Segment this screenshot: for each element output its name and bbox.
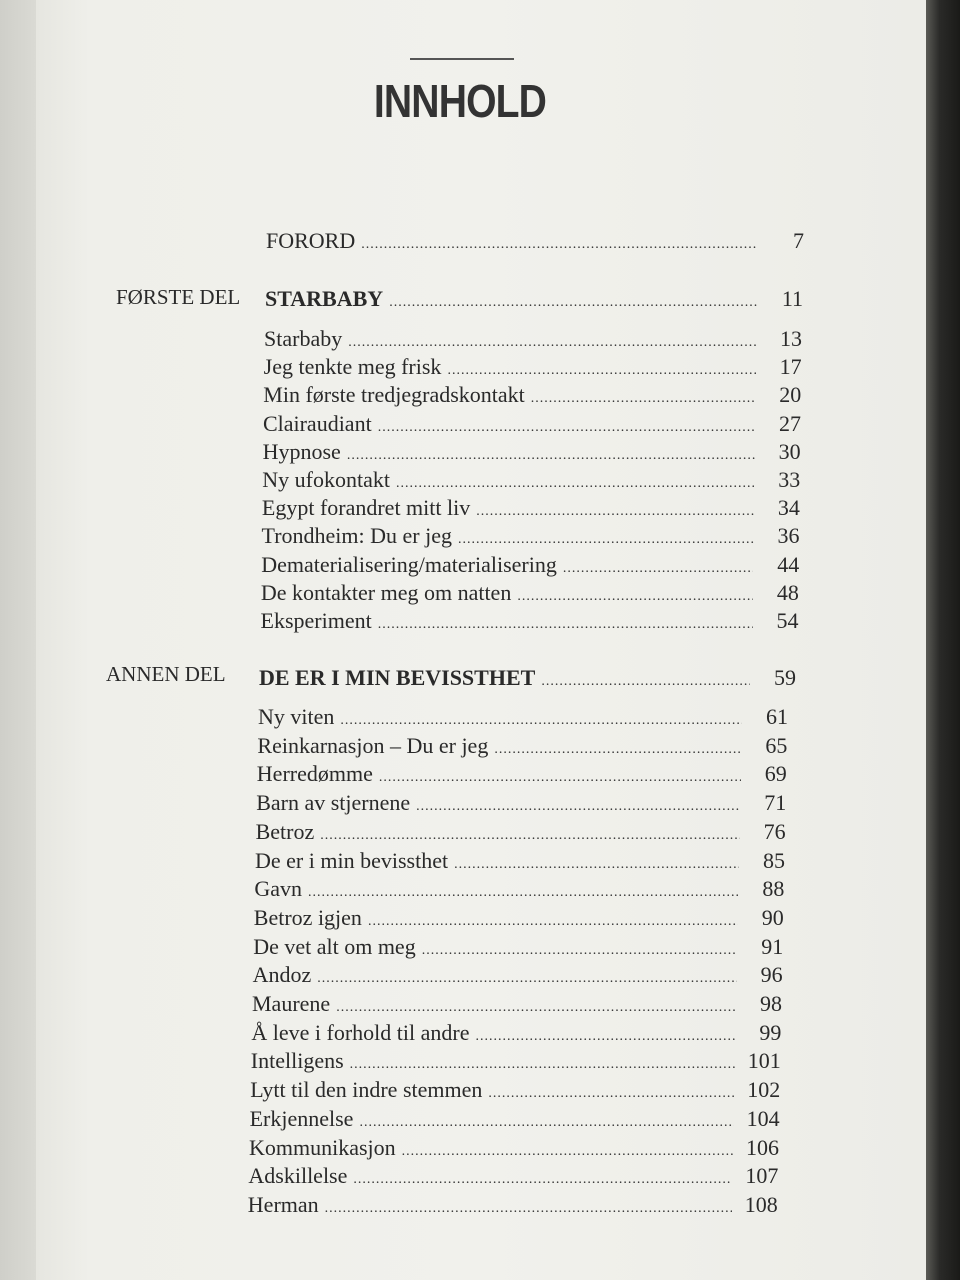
toc-entry: [248, 1163, 778, 1189]
toc-entry: [263, 382, 801, 408]
toc-page: 33: [778, 467, 801, 492]
leader-dots: [336, 1000, 736, 1016]
toc-entry: [256, 819, 786, 845]
toc-page: 76: [763, 818, 786, 844]
toc-label: Ny viten: [258, 704, 335, 729]
facing-page-edge: [0, 0, 36, 1280]
leader-dots: [353, 1172, 732, 1188]
leader-dots: [340, 713, 742, 729]
toc-label: De er i min bevissthet: [255, 847, 449, 873]
toc-page: 106: [746, 1134, 779, 1160]
page-shadow-edge: [926, 0, 960, 1280]
toc-page: 88: [762, 876, 785, 902]
leader-dots: [379, 770, 741, 786]
toc-label: De vet alt om meg: [253, 933, 416, 959]
toc-page: 107: [745, 1163, 779, 1189]
toc-label: Hypnose: [262, 438, 341, 464]
toc-entry: [254, 905, 784, 931]
leader-dots: [320, 828, 739, 844]
toc-label: Jeg tenkte meg frisk: [263, 354, 442, 380]
toc-page: 13: [780, 326, 802, 351]
toc-entry: [250, 1106, 780, 1132]
leader-dots: [361, 237, 758, 253]
toc-label: Herman: [247, 1191, 319, 1217]
toc-entry: [264, 354, 802, 380]
toc-entry: [249, 1135, 779, 1161]
leader-dots: [531, 391, 756, 407]
toc-page: 7: [793, 228, 804, 253]
leader-dots: [541, 674, 750, 690]
part-label: FØRSTE DEL: [116, 285, 241, 309]
toc-page: 69: [764, 761, 787, 787]
leader-dots: [347, 448, 755, 464]
leader-dots: [308, 885, 738, 901]
leader-dots: [389, 295, 757, 311]
leader-dots: [476, 504, 754, 520]
toc-entry: [262, 495, 800, 521]
toc-page: 54: [776, 608, 799, 633]
toc-label: De kontakter meg om natten: [260, 579, 512, 605]
toc-label: Adskillelse: [248, 1163, 348, 1189]
leader-dots: [350, 1057, 735, 1073]
leader-dots: [447, 363, 755, 379]
leader-dots: [317, 971, 736, 987]
title-rule: [410, 58, 514, 60]
toc-page: 30: [778, 438, 801, 464]
toc-entry: [253, 962, 783, 988]
leader-dots: [476, 1029, 736, 1045]
toc-label: DE ER I MIN BEVISSTHET: [259, 665, 536, 690]
toc-entry: [258, 704, 788, 730]
toc-page: 101: [747, 1048, 781, 1074]
toc-page: 48: [776, 579, 799, 605]
leader-dots: [458, 532, 754, 548]
toc-label: Clairaudiant: [262, 410, 372, 436]
toc-page: 65: [765, 732, 788, 758]
toc-page: 85: [763, 847, 785, 873]
leader-dots: [396, 476, 754, 492]
leader-dots: [402, 1144, 733, 1160]
toc-label: Betroz: [255, 818, 315, 844]
toc-entry: [261, 580, 799, 606]
toc-page: 11: [781, 286, 803, 311]
toc-page: 99: [759, 1019, 782, 1045]
toc-page: 98: [760, 991, 782, 1016]
toc-entry: [261, 552, 799, 578]
toc-entry: [261, 608, 799, 634]
toc-page: 71: [764, 790, 787, 816]
toc-page: 27: [778, 410, 801, 436]
toc-entry: [263, 439, 801, 465]
leader-dots: [454, 857, 739, 873]
toc-label: Kommunikasjon: [249, 1134, 396, 1160]
leader-dots: [563, 561, 753, 577]
leader-dots: [325, 1201, 732, 1217]
toc-label: Betroz igjen: [253, 904, 362, 930]
leader-dots: [494, 742, 741, 758]
toc-entry: [255, 848, 785, 874]
toc-label: FORORD: [266, 228, 356, 253]
leader-dots: [368, 914, 738, 930]
toc-page: 34: [777, 495, 800, 521]
toc-entry: [257, 761, 787, 787]
toc-page: 96: [760, 962, 783, 988]
part-label: ANNEN DEL: [106, 662, 226, 686]
toc-entry: [263, 411, 801, 437]
toc-entry: [264, 326, 802, 352]
toc-page: 90: [761, 904, 784, 930]
leader-dots: [488, 1086, 734, 1102]
toc-page: 91: [761, 933, 784, 959]
toc-label: Gavn: [254, 876, 303, 902]
toc-page: 108: [744, 1191, 778, 1217]
toc-page: 36: [777, 523, 800, 549]
toc-entry: [254, 876, 784, 902]
toc-label: Ny ufokontakt: [262, 467, 390, 492]
toc-label: Herredømme: [256, 761, 373, 787]
toc-label: Intelligens: [250, 1048, 344, 1074]
toc-label: Reinkarnasjon – Du er jeg: [257, 732, 489, 758]
toc-label: Min første tredjegradskontakt: [263, 382, 525, 408]
toc-label: STARBABY: [265, 286, 384, 311]
leader-dots: [416, 799, 740, 815]
toc-entry: [253, 934, 783, 960]
toc-entry: [256, 790, 786, 816]
toc-label: Maurene: [252, 991, 331, 1016]
toc-label: Andoz: [252, 962, 312, 988]
toc-page: 20: [779, 382, 802, 408]
toc-entry: [262, 467, 800, 493]
leader-dots: [422, 943, 737, 959]
leader-dots: [378, 617, 753, 633]
page-title: INNHOLD: [373, 75, 547, 127]
toc-entry: [248, 1192, 778, 1218]
toc-label: Starbaby: [264, 326, 343, 351]
toc-page: 102: [747, 1077, 781, 1103]
part-heading: [265, 286, 803, 312]
toc-entry: [251, 1048, 781, 1074]
toc-label: Å leve i forhold til andre: [251, 1019, 470, 1045]
leader-dots: [378, 420, 755, 436]
toc-entry-foreword: [266, 228, 804, 254]
toc-entry: [250, 1077, 780, 1103]
toc-label: Dematerialisering/materialisering: [261, 551, 557, 577]
toc-entry: [251, 1020, 781, 1046]
toc-label: Lytt til den indre stemmen: [250, 1077, 483, 1103]
leader-dots: [359, 1115, 733, 1131]
toc-label: Trondheim: Du er jeg: [261, 523, 452, 549]
part-heading: [259, 665, 796, 691]
toc-label: Barn av stjernene: [256, 790, 411, 816]
toc-page: 17: [779, 354, 802, 380]
toc-label: Erkjennelse: [249, 1105, 354, 1131]
leader-dots: [348, 335, 756, 351]
toc-page: 44: [777, 551, 800, 577]
leader-dots: [517, 589, 753, 605]
toc-entry: [262, 523, 800, 549]
toc-entry: [257, 733, 787, 759]
toc-page: 61: [766, 704, 788, 729]
toc-page: 59: [774, 665, 796, 690]
toc-label: Eksperiment: [260, 608, 372, 633]
toc-page: 104: [746, 1105, 780, 1131]
toc-label: Egypt forandret mitt liv: [261, 495, 471, 521]
toc-entry: [252, 991, 782, 1017]
